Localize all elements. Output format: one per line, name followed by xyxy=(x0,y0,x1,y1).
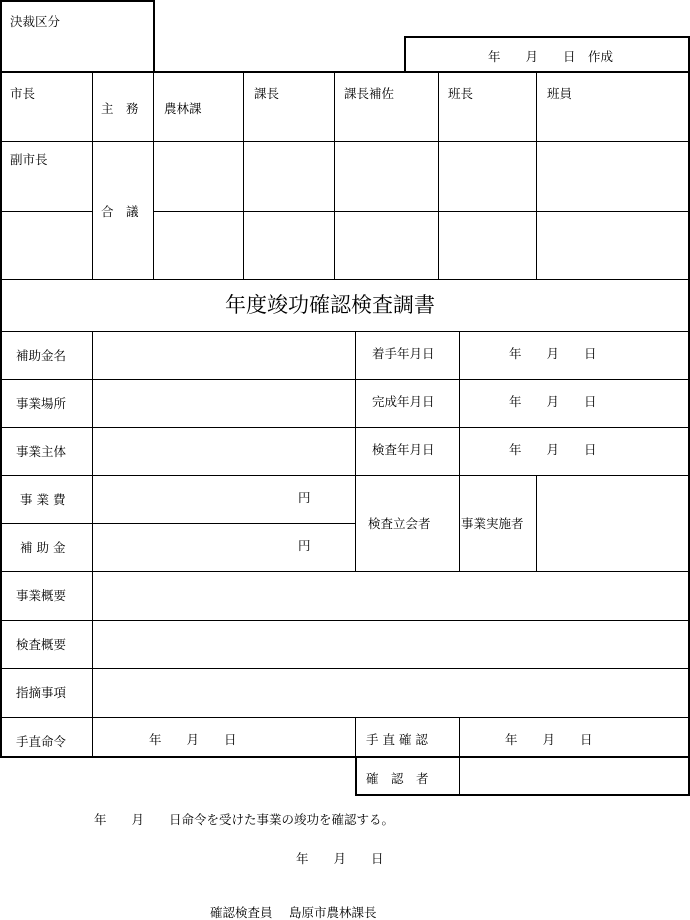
rule xyxy=(153,71,154,279)
rule xyxy=(0,279,690,280)
project-cost-label: 事 業 費 xyxy=(20,492,66,507)
rule xyxy=(0,571,690,572)
implementer-label: 事業実施者 xyxy=(461,516,524,531)
rule xyxy=(0,0,155,2)
rule xyxy=(459,717,460,796)
inspection-summary-label: 検査概要 xyxy=(16,637,67,652)
start-date-value: 年 月 日 xyxy=(509,346,597,361)
rule xyxy=(404,36,690,38)
rule xyxy=(153,211,690,212)
date-created: 年 月 日 作成 xyxy=(488,49,614,64)
rule xyxy=(0,331,690,332)
location-label: 事業場所 xyxy=(16,396,67,411)
rule xyxy=(0,71,690,73)
mayor-label: 市長 xyxy=(10,86,36,101)
rule xyxy=(355,331,356,571)
correction-order-date: 年 月 日 xyxy=(149,732,237,747)
rule xyxy=(0,717,690,718)
assistant-chief-label: 課長補佐 xyxy=(344,86,395,101)
rule xyxy=(0,620,690,621)
rule xyxy=(536,71,537,279)
subsidy-amount-unit: 円 xyxy=(298,538,311,553)
witness-label: 検査立会者 xyxy=(368,516,431,531)
rule xyxy=(334,71,335,279)
start-date-label: 着手年月日 xyxy=(372,346,435,361)
rule xyxy=(92,71,93,279)
rule xyxy=(0,475,690,476)
completion-date-value: 年 月 日 xyxy=(509,394,597,409)
form-title: 年度竣功確認検査調書 xyxy=(225,293,435,317)
rule xyxy=(0,141,690,142)
deputy-mayor-label: 副市長 xyxy=(10,152,48,167)
inspection-date-label: 検査年月日 xyxy=(372,442,435,457)
rule xyxy=(0,668,690,669)
rule xyxy=(92,331,93,757)
decision-category-label: 決裁区分 xyxy=(10,14,61,29)
rule xyxy=(0,523,356,524)
rule xyxy=(536,475,537,571)
rule xyxy=(0,427,690,428)
completion-date-label: 完成年月日 xyxy=(372,394,435,409)
rule xyxy=(0,756,690,758)
rule xyxy=(153,0,155,72)
subsidy-name-label: 補助金名 xyxy=(16,348,67,363)
team-member-label: 班員 xyxy=(547,86,573,101)
team-leader-label: 班長 xyxy=(448,86,474,101)
inspection-date-value: 年 月 日 xyxy=(509,442,597,457)
rule xyxy=(355,794,690,796)
footer-date: 年 月 日 xyxy=(296,851,384,866)
entity-label: 事業主体 xyxy=(16,444,67,459)
correction-order-label: 手直命令 xyxy=(16,734,67,749)
remarks-label: 指摘事項 xyxy=(16,685,67,700)
inspector-signature: 確認検査員 島原市農林課長 xyxy=(210,905,377,920)
rule xyxy=(243,71,244,279)
rule xyxy=(0,211,92,212)
rule xyxy=(438,71,439,279)
rule xyxy=(0,379,690,380)
correction-confirm-date: 年 月 日 xyxy=(505,732,593,747)
rule xyxy=(404,36,406,72)
rule xyxy=(459,331,460,571)
consultation-label: 合 議 xyxy=(101,204,139,219)
confirmation-statement: 年 月 日命令を受けた事業の竣功を確認する。 xyxy=(94,812,395,827)
project-summary-label: 事業概要 xyxy=(16,588,67,603)
rule xyxy=(355,756,357,796)
main-duty-label: 主 務 xyxy=(101,101,139,116)
agriculture-dept-label: 農林課 xyxy=(164,101,202,116)
confirmer-label: 確 認 者 xyxy=(366,771,429,786)
project-cost-unit: 円 xyxy=(298,490,311,505)
section-chief-label: 課長 xyxy=(254,86,280,101)
correction-confirm-label: 手 直 確 認 xyxy=(366,732,428,747)
subsidy-amount-label: 補 助 金 xyxy=(20,540,66,555)
